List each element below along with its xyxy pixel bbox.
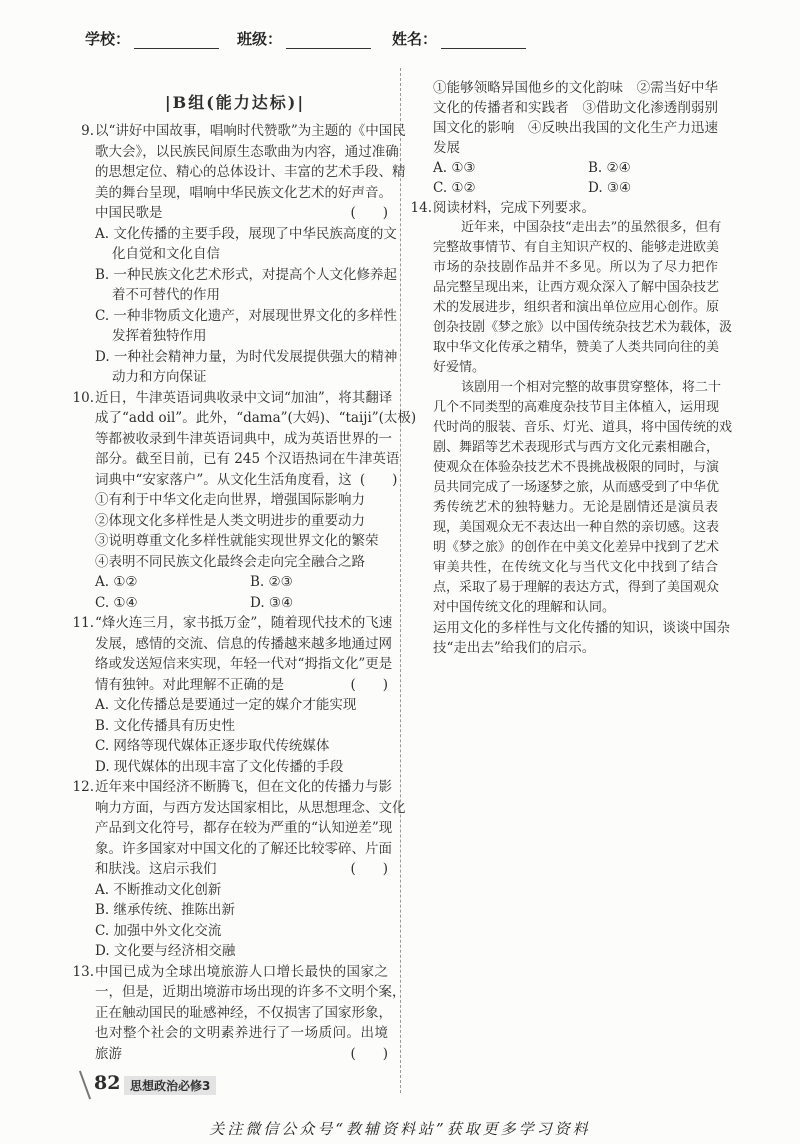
question-stem-line: [95, 818, 393, 839]
question-stem-line: [72, 777, 392, 798]
choice-row: [433, 178, 718, 198]
question-stem-line: [95, 449, 400, 470]
question-stem-line: [95, 654, 393, 675]
line-text: C. 加强中外文化交流: [95, 922, 222, 939]
line-text: 审美共性，在传统文化与当代文化中找到了结合: [433, 560, 718, 575]
answer-paren: ( ): [350, 205, 388, 221]
question-stem-line: [95, 1003, 392, 1024]
material-line: [433, 538, 718, 558]
question-stem-line: [95, 183, 392, 204]
question-number: 13.: [72, 963, 94, 980]
line-text: 络或发送短信来实现，年轻一代对“拇指文化”更是: [95, 656, 393, 672]
choice-option: D. ③④: [250, 594, 294, 611]
line-text: 一，但是，近期出境游市场出现的许多不文明个案，: [95, 984, 406, 1000]
choice-row: [433, 158, 718, 178]
line-text: 员共同完成了一场逐梦之旅，从而感受到了中华优: [433, 480, 720, 495]
answer-option: [95, 921, 388, 942]
line-text: 响力方面，与西方发达国家相比，从思想理念、文化: [95, 799, 406, 816]
material-line: [433, 458, 718, 478]
question-stem-line: [95, 408, 417, 429]
line-text: 现，美国观众无不表达出一种自然的亲切感。这表: [433, 520, 720, 535]
line-text: 创杂技剧《梦之旅》以中国传统杂技艺术为载体，汲: [433, 320, 733, 335]
right-column: [410, 78, 733, 658]
line-text: 中国民歌是: [95, 205, 163, 221]
question-number: 12.: [72, 779, 94, 795]
material-line: [433, 358, 718, 378]
line-text: 和肤浅。这启示我们: [95, 861, 217, 877]
material-line: [433, 478, 718, 498]
question-stem-line: [95, 859, 388, 880]
line-text: 正在触动国民的耻感神经，不仅损害了国家形象，: [95, 1004, 392, 1021]
line-text: 近日，牛津英语词典收录中文词“加油”，将其翻译: [95, 389, 393, 406]
question-prompt-line: [433, 618, 730, 638]
line-text: 国文化的影响 ④反映出我国的文化生产力迅速: [433, 120, 718, 136]
line-text: 代时尚的服装、音乐、灯光、道具，将中国传统的戏: [433, 420, 733, 435]
question-stem-line: [410, 198, 718, 218]
answer-option: [95, 347, 398, 368]
statement-item: [95, 552, 388, 573]
line-text: 对中国传统文化的理解和认同。: [433, 600, 616, 615]
question-stem-line: [95, 142, 399, 163]
question-stem-line: [95, 162, 406, 183]
line-text: 几个不同类型的高难度杂技节目主体植入，运用现: [433, 400, 720, 415]
line-text: 发展，感情的交流、信息的传播越来越多地通过网: [95, 635, 392, 652]
line-text: B. 继承传统、推陈出新: [95, 902, 236, 918]
question-number: 9.: [81, 123, 94, 139]
line-text: 着不可替代的作用: [112, 287, 220, 303]
line-text: 明《梦之旅》的创作在中美文化差异中找到了艺术: [433, 540, 720, 555]
left-column: [72, 121, 417, 1064]
line-text: 的思想定位、精心的总体设计、丰富的艺术手段、精: [95, 164, 406, 180]
material-line: [433, 598, 718, 618]
line-text: 产品到文化符号，都存在较为严重的“认知逆差”现: [95, 820, 393, 836]
line-text: 发挥着独特作用: [112, 328, 207, 344]
question-stem-line: [95, 1044, 388, 1065]
line-text: 使观众在体验杂技艺术不畏挑战极限的同时，与演: [433, 460, 720, 475]
school-field: [85, 28, 219, 49]
line-text: A. 文化传播的主要手段，展现了中华民族高度的文: [95, 225, 397, 242]
line-text: 剧、舞蹈等艺术表现形式与西方文化元素相融合，: [433, 440, 720, 455]
line-text: 以“讲好中国故事，唱响时代赞歌”为主题的《中国民: [95, 123, 406, 139]
answer-option: [95, 941, 388, 962]
line-text: B. 文化传播具有历史性: [95, 717, 236, 734]
material-line: [433, 518, 718, 538]
answer-option: [95, 716, 388, 737]
line-text: 近年来，中国杂技“走出去”的虽然很多，但有: [461, 220, 722, 235]
answer-option: [95, 285, 388, 306]
material-line: [433, 398, 718, 418]
school-label: 学校：: [85, 30, 131, 48]
page-number: 82: [94, 1072, 121, 1094]
line-text: “烽火连三月，家书抵万金”，随着现代技术的飞速: [95, 615, 393, 631]
line-text: 完整故事情节、有自主知识产权的、能够走进欧美: [433, 240, 720, 255]
line-text: B. 一种民族文化艺术形式，对提高个人文化修养起: [95, 266, 398, 283]
line-text: 近年来中国经济不断腾飞，但在文化的传播力与影: [95, 779, 392, 795]
book-title: 思想政治必修3: [124, 1076, 216, 1095]
answer-option: [95, 244, 388, 265]
class-blank: [286, 32, 371, 49]
question-stem-line: [72, 962, 388, 983]
material-line: [433, 558, 718, 578]
answer-paren: ( ): [350, 676, 388, 693]
choice-option: A. ①②: [95, 574, 138, 590]
statement-item: [95, 490, 388, 511]
answer-option: [95, 736, 388, 757]
line-text: 旅游: [95, 1045, 122, 1062]
material-line: [433, 238, 718, 258]
line-text: 美的舞台呈现，唱响中华民族文化艺术的好声音。: [95, 184, 392, 201]
question-stem-line: [95, 634, 392, 655]
question-stem-line: [95, 839, 392, 860]
question-stem-line: [95, 1023, 388, 1044]
statement-item: [95, 531, 388, 552]
answer-option: [95, 757, 388, 778]
line-text: 化自觉和文化自信: [112, 246, 220, 262]
choice-row: [95, 593, 388, 614]
line-text: A. 文化传播总是要通过一定的媒介才能实现: [95, 697, 357, 713]
line-text: 文化的传播者和实践者 ③借助文化渗透削弱别: [433, 100, 718, 116]
class-label: 班级：: [237, 30, 283, 48]
line-text: 中国已成为全球出境旅游人口增长最快的国家之: [95, 963, 388, 980]
material-line: [433, 298, 718, 318]
line-text: 运用文化的多样性与文化传播的知识，谈谈中国杂: [433, 620, 730, 636]
line-text: 该剧用一个相对完整的故事贯穿整体，将二十: [461, 380, 722, 395]
answer-option: [95, 224, 397, 245]
answer-option: [95, 306, 397, 327]
line-text: 市场的杂技剧作品并不多见。所以为了尽力把作: [433, 260, 718, 275]
footer-slash: [79, 1071, 91, 1100]
answer-option: [95, 900, 388, 921]
line-text: 词典中“安家落户”。从文化生活角度看，这: [95, 471, 352, 488]
line-text: ③说明尊重文化多样性就能实现世界文化的繁荣: [95, 533, 379, 549]
question-stem-line: [95, 203, 388, 224]
material-line: [433, 378, 722, 398]
line-text: 情有独钟。对此理解不正确的是: [95, 676, 284, 693]
answer-option: [95, 265, 398, 286]
choice-option: C. ①④: [95, 594, 138, 611]
answer-option: [95, 326, 388, 347]
question-stem-line: [72, 613, 393, 634]
question-stem-line: [95, 675, 388, 696]
line-text: C. 一种非物质文化遗产，对展现世界文化的多样性: [95, 307, 397, 324]
line-text: ①有利于中华文化走向世界，增强国际影响力: [95, 492, 365, 508]
statement-item: [433, 98, 718, 118]
question-number: 11.: [72, 615, 94, 631]
school-blank: [134, 32, 219, 49]
line-text: 品完整呈现出来，让西方观众深入了解中国杂技艺: [433, 280, 720, 295]
material-line: [433, 218, 722, 238]
choice-option: C. ①②: [433, 180, 476, 196]
material-line: [433, 278, 718, 298]
answer-option: [95, 695, 388, 716]
answer-paren: ( ): [350, 861, 388, 877]
question-stem-line: [95, 982, 406, 1003]
line-text: 歌大会》，以民族民间原生态歌曲为内容，通过准确: [95, 143, 399, 160]
class-field: [237, 28, 371, 49]
material-line: [433, 258, 718, 278]
answer-paren: ( ): [350, 1045, 388, 1062]
line-text: 技“走出去”给我们的启示。: [433, 640, 596, 656]
material-line: [433, 498, 718, 518]
line-text: 也对整个社会的文明素养进行了一场质问。出境: [95, 1025, 388, 1041]
line-text: A. 不断推动文化创新: [95, 881, 222, 898]
line-text: 好爱情。: [433, 360, 486, 375]
statement-item: [433, 78, 718, 98]
section-title: |B组(能力达标)|: [164, 93, 306, 112]
material-line: [433, 318, 733, 338]
choice-option: A. ①③: [433, 160, 476, 176]
choice-option: D. ③④: [588, 180, 632, 196]
name-blank: [441, 32, 526, 49]
name-field: [392, 28, 526, 49]
line-text: ①能够领略异国他乡的文化韵味 ②需当好中华: [433, 80, 718, 96]
question-stem-line: [72, 388, 393, 409]
line-text: 秀传统艺术的独特魅力。无论是剧情还是演员表: [433, 500, 718, 515]
material-line: [433, 418, 733, 438]
answer-option: [95, 367, 388, 388]
choice-row: [95, 572, 388, 593]
promo-text: 关注微信公众号“教辅资料站”获取更多学习资料: [209, 1120, 591, 1138]
answer-option: [95, 880, 388, 901]
line-text: 术的发展进步，组织者和演出单位应用心创作。原: [433, 300, 720, 315]
name-label: 姓名：: [392, 30, 438, 48]
question-number: 10.: [72, 389, 94, 406]
line-text: 部分。截至目前，已有 245 个汉语热词在牛津英语: [95, 451, 400, 467]
question-prompt-line: [433, 638, 718, 658]
line-text: 等都被收录到牛津英语词典中，成为英语世界的一: [95, 430, 392, 447]
question-stem-line: [95, 470, 398, 491]
question-stem-line: [81, 121, 406, 142]
choice-option: B. ②④: [588, 160, 631, 176]
line-text: 阅读材料，完成下列要求。: [433, 200, 595, 216]
line-text: 成了“add oil”。此外，“dama”(大妈)、“taiji”(太极): [95, 410, 417, 426]
statement-item: [95, 511, 388, 532]
statement-item: [433, 118, 718, 138]
material-line: [433, 578, 718, 598]
line-text: D. 一种社会精神力量，为时代发展提供强大的精神: [95, 348, 398, 365]
question-stem-line: [95, 798, 406, 819]
material-line: [433, 338, 718, 358]
line-text: 点，采取了易于理解的表达方式，得到了美国观众: [433, 580, 720, 595]
line-text: 取中华文化传承之精华，赞美了人类共同向往的美: [433, 340, 720, 355]
question-stem-line: [95, 429, 392, 450]
line-text: 发展: [433, 140, 460, 156]
line-text: C. 网络等现代媒体正逐步取代传统媒体: [95, 738, 330, 754]
material-line: [433, 438, 718, 458]
line-text: ②体现文化多样性是人类文明进步的重要动力: [95, 512, 365, 529]
statement-item: [433, 138, 718, 158]
line-text: ④表明不同民族文化最终会走向完全融合之路: [95, 553, 365, 570]
answer-paren: ( ): [359, 471, 398, 488]
question-number: 14.: [410, 200, 432, 216]
line-text: D. 现代媒体的出现丰富了文化传播的手段: [95, 758, 344, 775]
line-text: D. 文化要与经济相交融: [95, 943, 236, 959]
choice-option: B. ②③: [250, 574, 293, 590]
line-text: 象。许多国家对中国文化的了解还比较零碎、片面: [95, 840, 392, 857]
line-text: 动力和方向保证: [112, 369, 207, 385]
